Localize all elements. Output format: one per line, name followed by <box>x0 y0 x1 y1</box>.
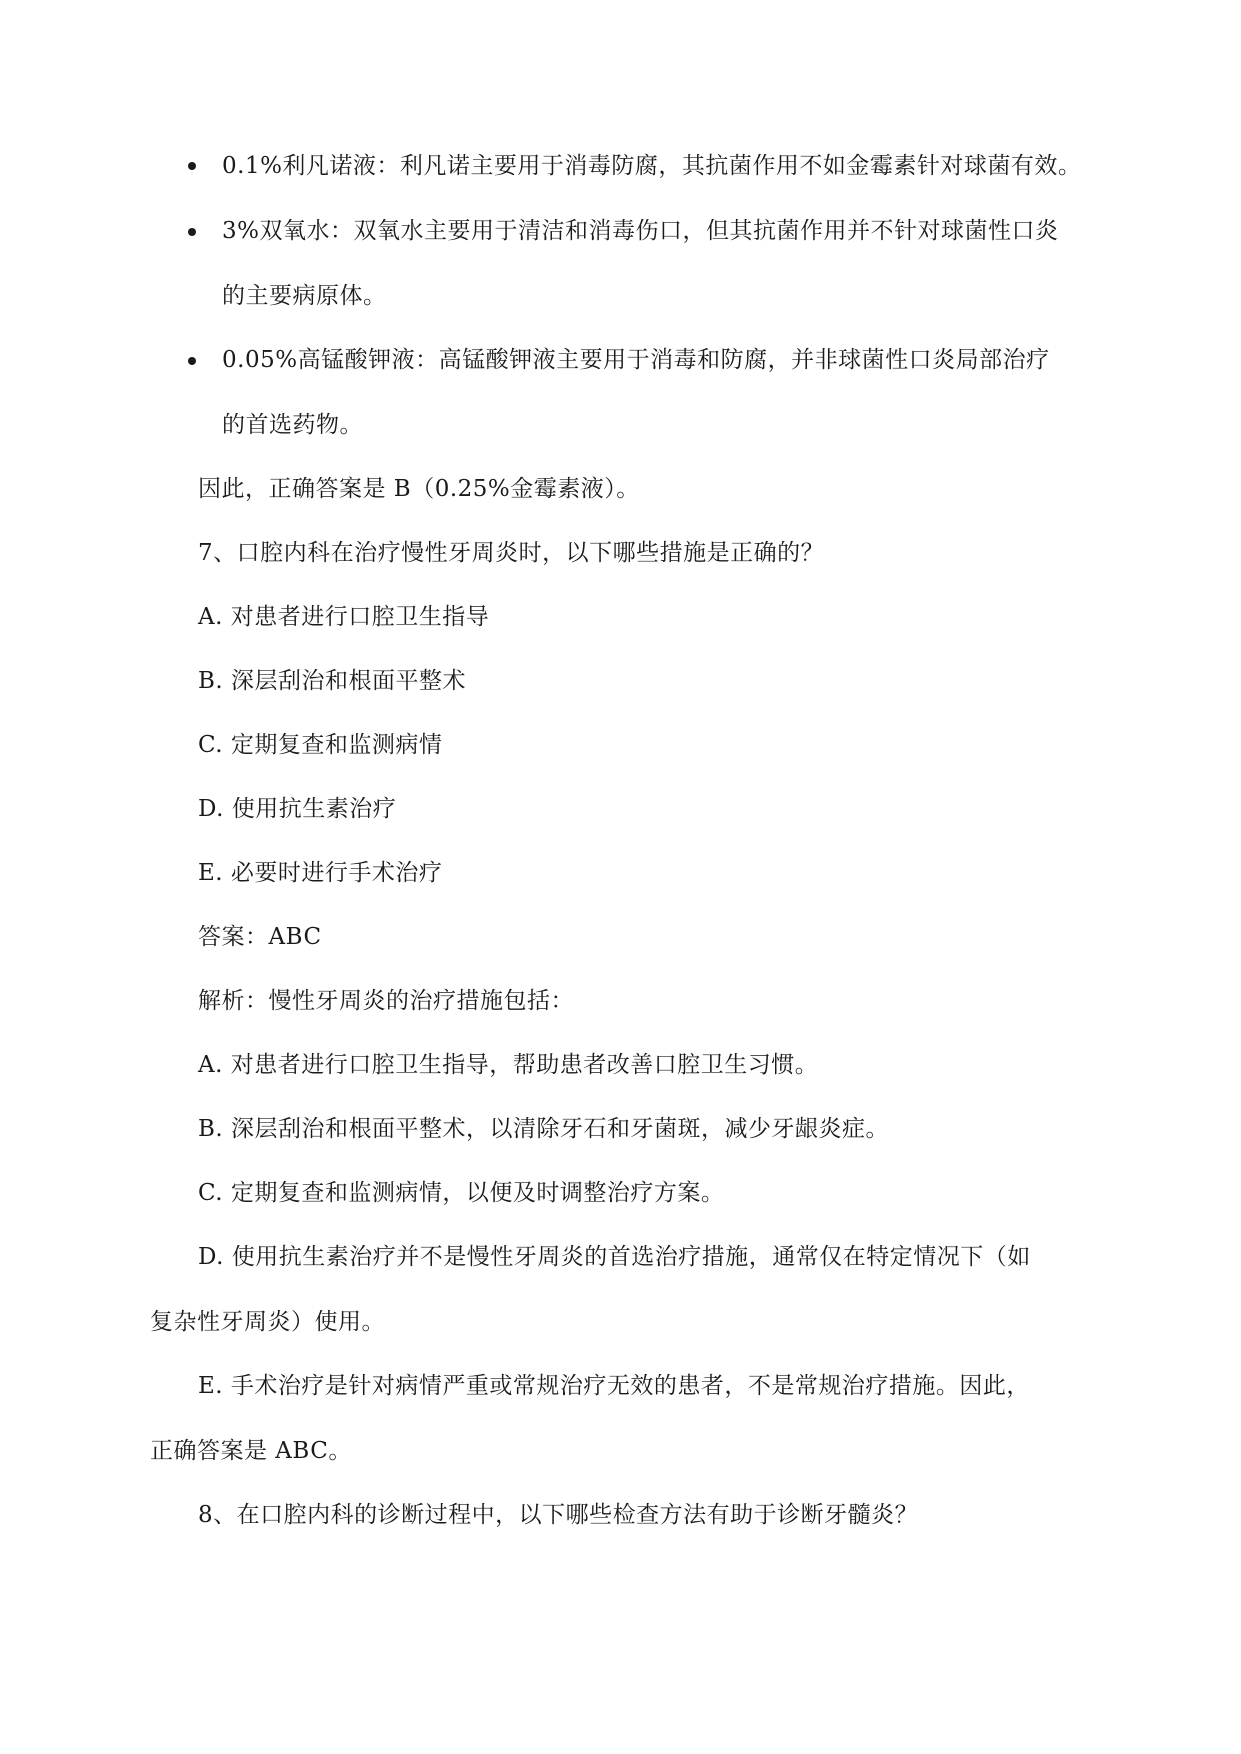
question-7-analysis-intro: 解析：慢性牙周炎的治疗措施包括： <box>198 988 574 1014</box>
question-7-option-e: E. 必要时进行手术治疗 <box>198 860 443 886</box>
bullet-item-1-line-1: 0.1%利凡诺液：利凡诺主要用于消毒防腐，其抗菌作用不如金霉素针对球菌有效。 <box>222 153 1082 179</box>
question-7-analysis-d-line-2: 复杂性牙周炎）使用。 <box>150 1309 385 1335</box>
question-7-analysis-e-line-1: E. 手术治疗是针对病情严重或常规治疗无效的患者，不是常规治疗措施。因此， <box>198 1373 1030 1399</box>
question-7-analysis-b: B. 深层刮治和根面平整术，以清除牙石和牙菌斑，减少牙龈炎症。 <box>198 1116 890 1142</box>
question-7-analysis-a: A. 对患者进行口腔卫生指导，帮助患者改善口腔卫生习惯。 <box>198 1052 819 1078</box>
question-7-option-b: B. 深层刮治和根面平整术 <box>198 668 467 694</box>
bullet-dot <box>188 162 196 170</box>
question-7-option-d: D. 使用抗生素治疗 <box>198 796 397 822</box>
bullet-item-3-line-1: 0.05%高锰酸钾液：高锰酸钾液主要用于消毒和防腐，并非球菌性口炎局部治疗 <box>222 347 1050 373</box>
question-8-stem: 8、在口腔内科的诊断过程中，以下哪些检查方法有助于诊断牙髓炎？ <box>198 1502 919 1528</box>
question-7-analysis-d-line-1: D. 使用抗生素治疗并不是慢性牙周炎的首选治疗措施，通常仅在特定情况下（如 <box>198 1244 1031 1270</box>
bullet-item-2-line-2: 的主要病原体。 <box>222 283 387 309</box>
question-7-answer: 答案：ABC <box>198 924 322 950</box>
question-6-conclusion: 因此，正确答案是 B（0.25%金霉素液）。 <box>198 476 640 502</box>
question-7-stem: 7、口腔内科在治疗慢性牙周炎时，以下哪些措施是正确的？ <box>198 540 825 566</box>
bullet-item-3-line-2: 的首选药物。 <box>222 412 363 438</box>
question-7-analysis-e-line-2: 正确答案是 ABC。 <box>150 1438 352 1464</box>
bullet-item-2-line-1: 3%双氧水：双氧水主要用于清洁和消毒伤口，但其抗菌作用并不针对球菌性口炎 <box>222 218 1059 244</box>
question-7-option-c: C. 定期复查和监测病情 <box>198 732 443 758</box>
bullet-dot <box>188 357 196 365</box>
question-7-analysis-c: C. 定期复查和监测病情，以便及时调整治疗方案。 <box>198 1180 725 1206</box>
question-7-option-a: A. 对患者进行口腔卫生指导 <box>198 604 490 630</box>
bullet-dot <box>188 228 196 236</box>
